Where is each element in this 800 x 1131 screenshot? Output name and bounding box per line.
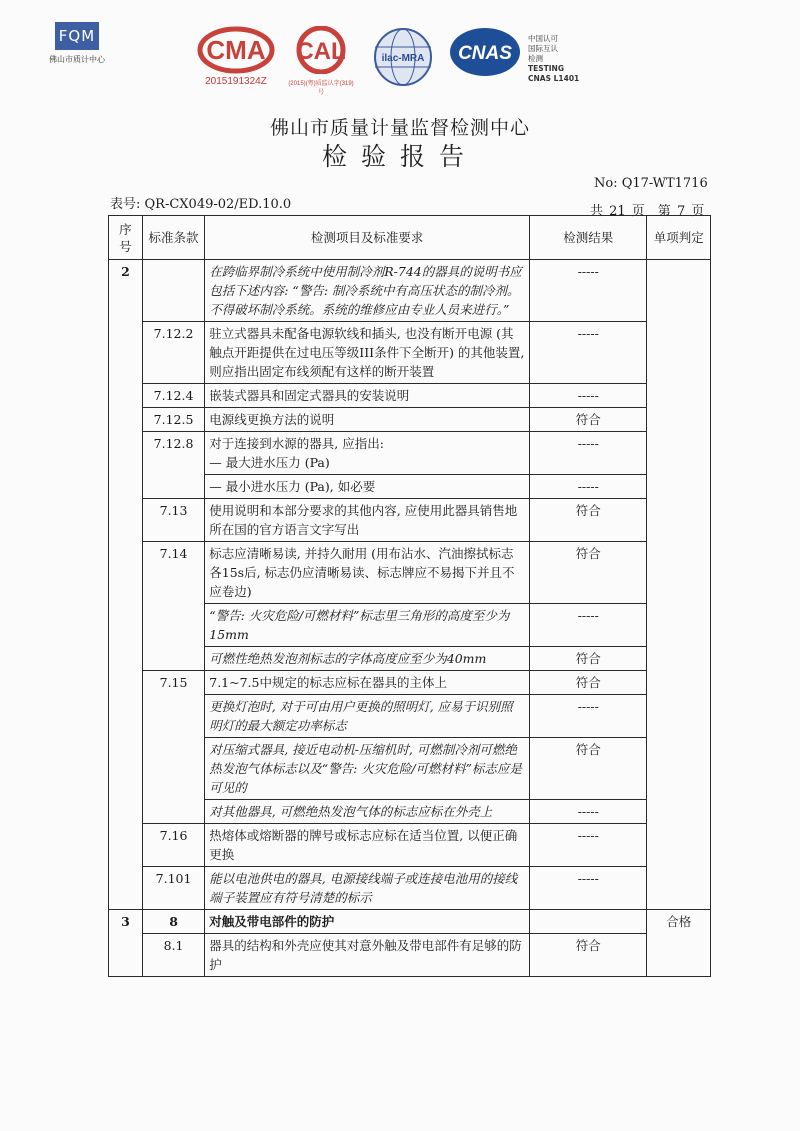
requirement-cell: — 最小进水压力 (Pa), 如必要 bbox=[205, 475, 530, 499]
clause-cell: 7.12.8 bbox=[142, 432, 204, 499]
clause-cell: 8 bbox=[142, 910, 204, 934]
cnas-line: TESTING bbox=[528, 64, 564, 73]
requirement-cell: 嵌装式器具和固定式器具的安装说明 bbox=[205, 384, 530, 408]
table-header-row bbox=[109, 216, 711, 260]
result-cell: ----- bbox=[530, 260, 647, 322]
table-row bbox=[109, 322, 711, 384]
table-row bbox=[109, 934, 711, 977]
cnas-accreditation-text bbox=[528, 34, 579, 84]
result-cell bbox=[530, 910, 647, 934]
cma-seal bbox=[196, 26, 276, 87]
fqm-logo bbox=[44, 22, 110, 65]
requirement-cell: 器具的结构和外壳应使其对意外触及带电部件有足够的防护 bbox=[205, 934, 530, 977]
table-row bbox=[109, 910, 711, 934]
ilac-mra-logo bbox=[372, 26, 434, 92]
header-requirement: 检测项目及标准要求 bbox=[205, 216, 530, 260]
result-cell: 符合 bbox=[530, 671, 647, 695]
cnas-logo-icon bbox=[448, 26, 522, 78]
requirement-cell: 对其他器具, 可燃绝热发泡气体的标志应标在外壳上 bbox=[205, 800, 530, 824]
svg-text:ilac-MRA: ilac-MRA bbox=[381, 53, 425, 64]
cnas-line: CNAS L1401 bbox=[528, 74, 580, 83]
table-row bbox=[109, 384, 711, 408]
table-row bbox=[109, 542, 711, 604]
requirement-line: 对于连接到水源的器具, 应指出: bbox=[209, 436, 384, 451]
row-number: 2 bbox=[109, 260, 143, 910]
requirement-cell: 热熔体或熔断器的牌号或标志应标在适当位置, 以便正确更换 bbox=[205, 824, 530, 867]
requirement-cell: 更换灯泡时, 对于可由用户更换的照明灯, 应易于识别照明灯的最大额定功率标志 bbox=[205, 695, 530, 738]
result-cell: ----- bbox=[530, 824, 647, 867]
result-cell: 符合 bbox=[530, 499, 647, 542]
svg-text:CNAS: CNAS bbox=[458, 43, 512, 64]
result-cell: ----- bbox=[530, 800, 647, 824]
svg-text:CAL: CAL bbox=[296, 38, 346, 65]
result-cell: ----- bbox=[530, 695, 647, 738]
table-row bbox=[109, 499, 711, 542]
requirement-cell: 对触及带电部件的防护 bbox=[205, 910, 530, 934]
clause-cell: 7.101 bbox=[142, 867, 204, 910]
fqm-logo-mark: FQM bbox=[55, 22, 99, 50]
ilac-globe-icon bbox=[372, 26, 434, 88]
svg-text:CMA: CMA bbox=[206, 35, 266, 65]
page-info: 共 21 页 第 7 页 bbox=[590, 204, 705, 219]
cal-seal-icon bbox=[286, 26, 356, 74]
result-cell: ----- bbox=[530, 604, 647, 647]
cma-number: 2015191324Z bbox=[205, 76, 267, 87]
clause-cell: 7.14 bbox=[142, 542, 204, 671]
result-cell: 符合 bbox=[530, 934, 647, 977]
requirement-cell: 可燃性绝热发泡剂标志的字体高度应至少为40mm bbox=[205, 647, 530, 671]
cnas-line: 检测 bbox=[528, 54, 543, 63]
header-clause: 标准条款 bbox=[142, 216, 204, 260]
result-cell: ----- bbox=[530, 432, 647, 475]
cnas-line: 国际互认 bbox=[528, 44, 558, 53]
row-number: 3 bbox=[109, 910, 143, 977]
report-number: No: Q17-WT1716 bbox=[594, 176, 708, 191]
requirement-cell: 在跨临界制冷系统中使用制冷剂R-744的器具的说明书应包括下述内容: “警告: 制冷系统中有高压状态的制冷剂。不得破坏制冷系统。系统的维修应由专业人员来进行。” bbox=[205, 260, 530, 322]
clause-cell: 7.12.2 bbox=[142, 322, 204, 384]
verdict-cell bbox=[647, 260, 711, 910]
table-row bbox=[109, 824, 711, 867]
clause-cell: 7.12.5 bbox=[142, 408, 204, 432]
requirement-cell: 使用说明和本部分要求的其他内容, 应使用此器具销售地所在国的官方语言文字写出 bbox=[205, 499, 530, 542]
clause-cell bbox=[142, 260, 204, 322]
result-cell: ----- bbox=[530, 867, 647, 910]
cal-number: (2015)(粤)质监认字(319)号 bbox=[288, 81, 354, 96]
requirement-cell: 电源线更换方法的说明 bbox=[205, 408, 530, 432]
requirement-cell bbox=[205, 432, 530, 475]
clause-cell: 7.12.4 bbox=[142, 384, 204, 408]
cnas-logo bbox=[448, 26, 522, 82]
organization-name: 佛山市质量计量监督检测中心 bbox=[269, 117, 530, 139]
requirement-cell: 驻立式器具未配备电源软线和插头, 也没有断开电源 (其触点开距提供在过电压等级III条件下全断开) 的其他装置, 则应指出固定布线须配有这样的断开装置 bbox=[205, 322, 530, 384]
cma-seal-icon bbox=[196, 26, 276, 74]
result-cell: 符合 bbox=[530, 542, 647, 604]
fqm-logo-caption: 佛山市质计中心 bbox=[49, 55, 105, 64]
result-cell: ----- bbox=[530, 384, 647, 408]
table-row bbox=[109, 408, 711, 432]
table-row bbox=[109, 867, 711, 910]
table-row bbox=[109, 671, 711, 695]
requirement-cell: 标志应清晰易读, 并持久耐用 (用布沾水、汽油擦拭标志各15s后, 标志仍应清晰易读、标志牌应不易揭下并且不应卷边) bbox=[205, 542, 530, 604]
table-row bbox=[109, 260, 711, 322]
clause-cell: 7.16 bbox=[142, 824, 204, 867]
cnas-line: 中国认可 bbox=[528, 34, 558, 43]
cal-seal bbox=[286, 26, 356, 96]
header-verdict: 单项判定 bbox=[647, 216, 711, 260]
requirement-cell: 能以电池供电的器具, 电源接线端子或连接电池用的接线端子装置应有符号清楚的标示 bbox=[205, 867, 530, 910]
requirement-cell: 7.1~7.5中规定的标志应标在器具的主体上 bbox=[205, 671, 530, 695]
clause-cell: 7.15 bbox=[142, 671, 204, 824]
header-no: 序号 bbox=[109, 216, 143, 260]
verdict-cell: 合格 bbox=[647, 910, 711, 977]
form-number: 表号: QR-CX049-02/ED.10.0 bbox=[110, 197, 292, 212]
inspection-table bbox=[108, 215, 711, 977]
result-cell: 符合 bbox=[530, 408, 647, 432]
result-cell: ----- bbox=[530, 322, 647, 384]
requirement-cell: “警告: 火灾危险/可燃材料”标志里三角形的高度至少为15mm bbox=[205, 604, 530, 647]
result-cell: ----- bbox=[530, 475, 647, 499]
header-result: 检测结果 bbox=[530, 216, 647, 260]
report-title: 检验报告 bbox=[321, 142, 478, 171]
requirement-cell: 对压缩式器具, 接近电动机-压缩机时, 可燃制冷剂可燃绝热发泡气体标志以及“警告: 火灾危险/可燃材料”标志应是可见的 bbox=[205, 738, 530, 800]
requirement-line: — 最大进水压力 (Pa) bbox=[209, 455, 330, 470]
clause-cell: 7.13 bbox=[142, 499, 204, 542]
result-cell: 符合 bbox=[530, 647, 647, 671]
table-row bbox=[109, 432, 711, 475]
result-cell: 符合 bbox=[530, 738, 647, 800]
clause-cell: 8.1 bbox=[142, 934, 204, 977]
